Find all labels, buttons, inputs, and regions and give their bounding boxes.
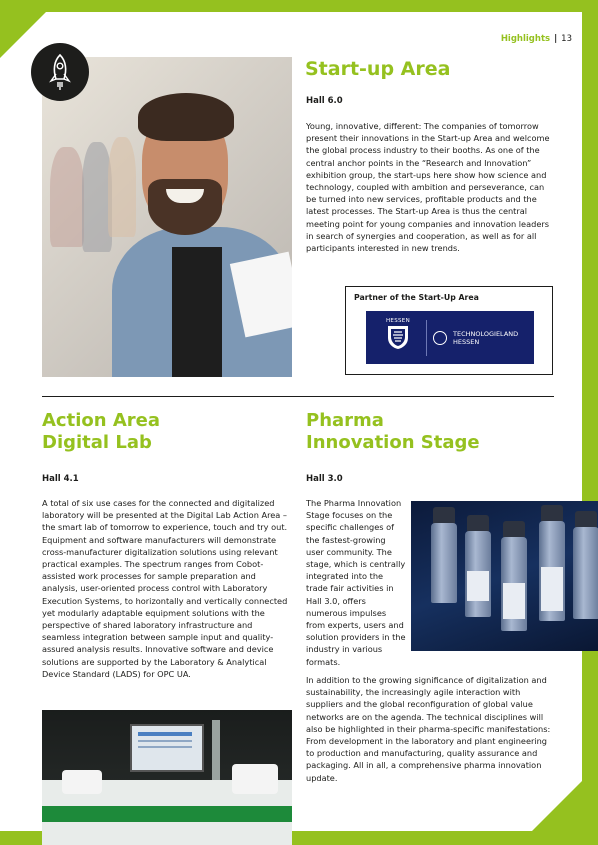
man-beard bbox=[148, 179, 222, 235]
action-area-body-text: A total of six use cases for the connected and digitalized laboratory will be presented at the Digital Lab Action Area – the smart lab of tomorrow to experience, touch and try out. Equipment and software manufacturers will demonstrate cross-manufacturer digitalization solutions using relevant practical examples. The spectrum ranges from Cobot-assisted work processes for sample preparation and analysis, user-oriented process control with Laboratory Execution Systems, to horizontally and vertically connected yet modularly adaptable equipment solutions with the perspective of shared laboratory infrastructure and seamless integration between sample input and quality-assured analysis results. Innovative software and device solutions are supported by the Laboratory & Analytical Device Standard (LADS) for OPC UA. bbox=[42, 498, 288, 679]
pharma-hall: Hall 3.0 bbox=[306, 474, 343, 484]
logo-text bbox=[453, 330, 518, 346]
vial bbox=[431, 523, 457, 603]
monitor-ui-line bbox=[138, 740, 192, 742]
vial bbox=[573, 527, 598, 619]
rocket-icon bbox=[43, 52, 77, 92]
header-separator: | bbox=[554, 34, 558, 44]
page-frame-top bbox=[0, 0, 598, 12]
lab-device bbox=[232, 764, 278, 794]
green-bench-panel bbox=[42, 806, 292, 822]
section-divider bbox=[42, 396, 554, 397]
lab-device bbox=[62, 770, 102, 794]
background-person bbox=[108, 137, 136, 237]
action-title-line-1: Action Area bbox=[42, 410, 160, 431]
vial-label bbox=[467, 571, 489, 601]
background-person bbox=[50, 147, 84, 247]
partner-box bbox=[345, 286, 553, 375]
section-label: Highlights bbox=[500, 34, 551, 44]
pharma-body-text-1: The Pharma Innovation Stage focuses on the specific challenges of the fastest-growing user community. The stage, which is centrally integrated into the trade fair activities in Hall 3.0, offers numerous impulses from experts, users and solution providers in the industry in various formats. bbox=[306, 498, 406, 667]
action-title-line-2: Digital Lab bbox=[42, 431, 152, 453]
pharma-title-line-2: Innovation Stage bbox=[306, 431, 480, 453]
action-area-hall: Hall 4.1 bbox=[42, 474, 79, 484]
startup-hall: Hall 6.0 bbox=[306, 96, 343, 106]
page-number: 13 bbox=[561, 34, 572, 44]
logo-line-1: TECHNOLOGIELAND bbox=[453, 329, 519, 338]
vial-label bbox=[503, 583, 525, 619]
man-tshirt bbox=[172, 247, 222, 377]
crest-text: HESSEN bbox=[386, 317, 410, 324]
rocket-badge bbox=[31, 43, 89, 101]
startup-photo bbox=[42, 57, 292, 377]
monitor-ui-line bbox=[138, 746, 192, 748]
partner-label: Partner of the Start-Up Area bbox=[354, 293, 479, 302]
digital-lab-photo bbox=[42, 710, 292, 845]
pharma-title-line-1: Pharma bbox=[306, 410, 384, 431]
pharma-body-text-2: In addition to the growing significance of digitalization and sustainability, the increasingly agile interaction with suppliers and the global reconfiguration of global value networks are on the agenda. The technical disciplines will also be highlighted in their pharma-specific manifestations: From development in the laboratory and plant engineering to production and manufacturing, quality assurance and packaging. All in all, a comprehensive pharma innovation update. bbox=[306, 675, 551, 783]
man-hair bbox=[138, 93, 234, 141]
hessen-crest bbox=[376, 318, 420, 358]
logo-dots-icon bbox=[433, 331, 447, 345]
running-header bbox=[501, 34, 572, 44]
vial-label bbox=[541, 567, 563, 611]
pharma-stage-title bbox=[306, 410, 480, 453]
vaccine-vials-photo bbox=[411, 501, 598, 651]
page-frame-right bbox=[582, 0, 598, 845]
technologieland-hessen-logo bbox=[366, 311, 534, 364]
logo-line-2: HESSEN bbox=[453, 337, 480, 346]
startup-body-text: Young, innovative, different: The companies of tomorrow present their innovations in the Start-up Area and welcome the global process industry to their booths. As one of the central anchor points in the “Research and Innovation” exhibition group, the start-ups here show how science and technology, coupled with ambition and perseverance, can be turned into new services, profitable products and the latest processes. The Start-up Area is thus the central meeting point for young companies and innovation leaders in search of synergies and cooperation, as well as for all participants interested in new trends. bbox=[306, 121, 550, 254]
action-area-title bbox=[42, 410, 160, 453]
logo-divider bbox=[426, 320, 427, 356]
monitor-ui-bar bbox=[138, 732, 192, 736]
startup-area-title: Start-up Area bbox=[305, 58, 451, 80]
lion-crest-icon bbox=[385, 324, 411, 350]
